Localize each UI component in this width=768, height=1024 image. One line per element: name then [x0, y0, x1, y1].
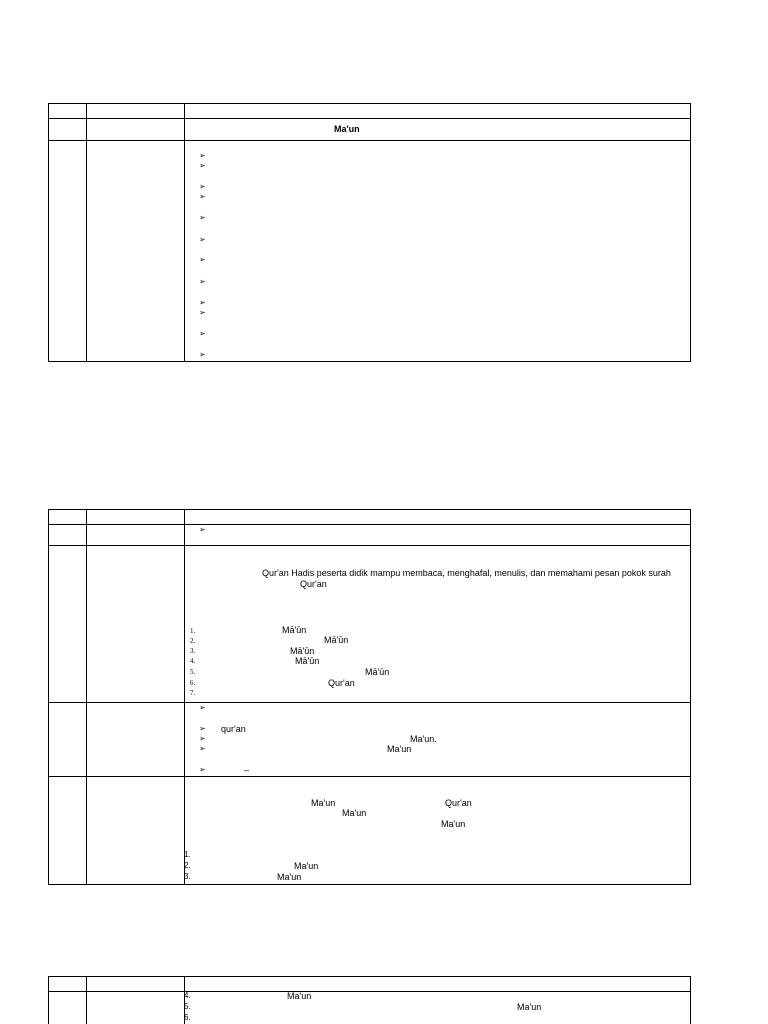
list-number: 2. [190, 637, 196, 645]
bullet-arrow-icon: ➢ [199, 161, 206, 170]
objective-text: Qur'an [300, 579, 327, 589]
list-number: 4. [190, 657, 196, 665]
list-word: Mā'ūn [282, 625, 307, 635]
bullet-arrow-icon: ➢ [199, 350, 206, 359]
list-word: Ma'un [277, 872, 302, 882]
table-1 [48, 103, 691, 362]
body-word: Ma'un [311, 798, 336, 808]
bullet-arrow-icon: ➢ [199, 213, 206, 222]
bullet-arrow-icon: ➢ [199, 703, 206, 712]
table-3 [48, 976, 691, 1024]
bullet-arrow-icon: ➢ [199, 255, 206, 264]
table-2 [48, 509, 691, 885]
table-1-border-top [48, 103, 691, 104]
list-number: 7. [190, 689, 196, 697]
table-2-row-divider [48, 702, 691, 703]
bullet-item-text: Ma'un [387, 744, 412, 754]
table-1-col-line [690, 103, 691, 362]
bullet-arrow-icon: ➢ [199, 298, 206, 307]
bullet-arrow-icon: ➢ [199, 744, 206, 753]
table-1-col-line [86, 103, 87, 362]
table-2-col-line [48, 509, 49, 885]
list-number: 3. [184, 872, 191, 881]
table-2-row-divider [48, 545, 691, 546]
bullet-arrow-icon: ➢ [199, 525, 206, 534]
table-2-row-divider [48, 524, 691, 525]
table-3-col-line [690, 976, 691, 1024]
table-1-col-line [48, 103, 49, 362]
list-number: 6. [184, 1013, 191, 1022]
list-word: Mā'ūn [324, 635, 349, 645]
bullet-item-text: Ma'un. [410, 734, 437, 744]
table-1-row-divider [48, 140, 691, 141]
table-1-border-bottom [48, 361, 691, 362]
table-2-border-bottom [48, 884, 691, 885]
bullet-arrow-icon: ➢ [199, 151, 206, 160]
table-1-row-divider [48, 118, 691, 119]
bullet-arrow-icon: ➢ [199, 329, 206, 338]
body-word: Ma'un [342, 808, 367, 818]
bullet-arrow-icon: ➢ [199, 235, 206, 244]
bullet-arrow-icon: ➢ [199, 765, 206, 774]
list-word: Ma'un [294, 861, 319, 871]
bullet-arrow-icon: ➢ [199, 724, 206, 733]
table-2-border-top [48, 509, 691, 510]
table-2-row-divider [48, 776, 691, 777]
list-number: 3. [190, 647, 196, 655]
objective-text: Qur'an Hadis peserta didik mampu membaca, menghafal, menulis, dan memahami pesan pokok surah [262, 568, 671, 578]
list-number: 1. [184, 850, 191, 859]
table-2-col-line [690, 509, 691, 885]
list-number: 5. [184, 1002, 191, 1011]
list-number: 4. [184, 991, 191, 1000]
bullet-item-text: – [244, 765, 250, 775]
table-1-col-line [184, 103, 185, 362]
list-number: 6. [190, 679, 196, 687]
list-word: Ma'un [287, 991, 312, 1001]
list-word: Mā'ūn [365, 667, 390, 677]
list-word: Mā'ūn [290, 646, 315, 656]
table-2-col-line [184, 509, 185, 885]
list-number: 5. [190, 668, 196, 676]
list-number: 2. [184, 861, 191, 870]
bullet-arrow-icon: ➢ [199, 308, 206, 317]
body-word: Ma'un [441, 819, 466, 829]
bullet-arrow-icon: ➢ [199, 734, 206, 743]
bullet-arrow-icon: ➢ [199, 277, 206, 286]
body-word: Qur'an [445, 798, 472, 808]
list-word: Mā'ūn [295, 656, 320, 666]
table-2-col-line [86, 509, 87, 885]
section-heading: Ma'un [334, 124, 360, 134]
table-3-border-top [48, 976, 691, 977]
bullet-arrow-icon: ➢ [199, 182, 206, 191]
table-3-col-line [86, 976, 87, 1024]
bullet-arrow-icon: ➢ [199, 192, 206, 201]
list-word: Qur'an [328, 678, 355, 688]
table-3-col-line [48, 976, 49, 1024]
bullet-item-text: qur'an [221, 724, 246, 734]
list-word: Ma'un [517, 1002, 542, 1012]
list-number: 1. [190, 627, 196, 635]
table-3-row-divider [48, 991, 691, 992]
